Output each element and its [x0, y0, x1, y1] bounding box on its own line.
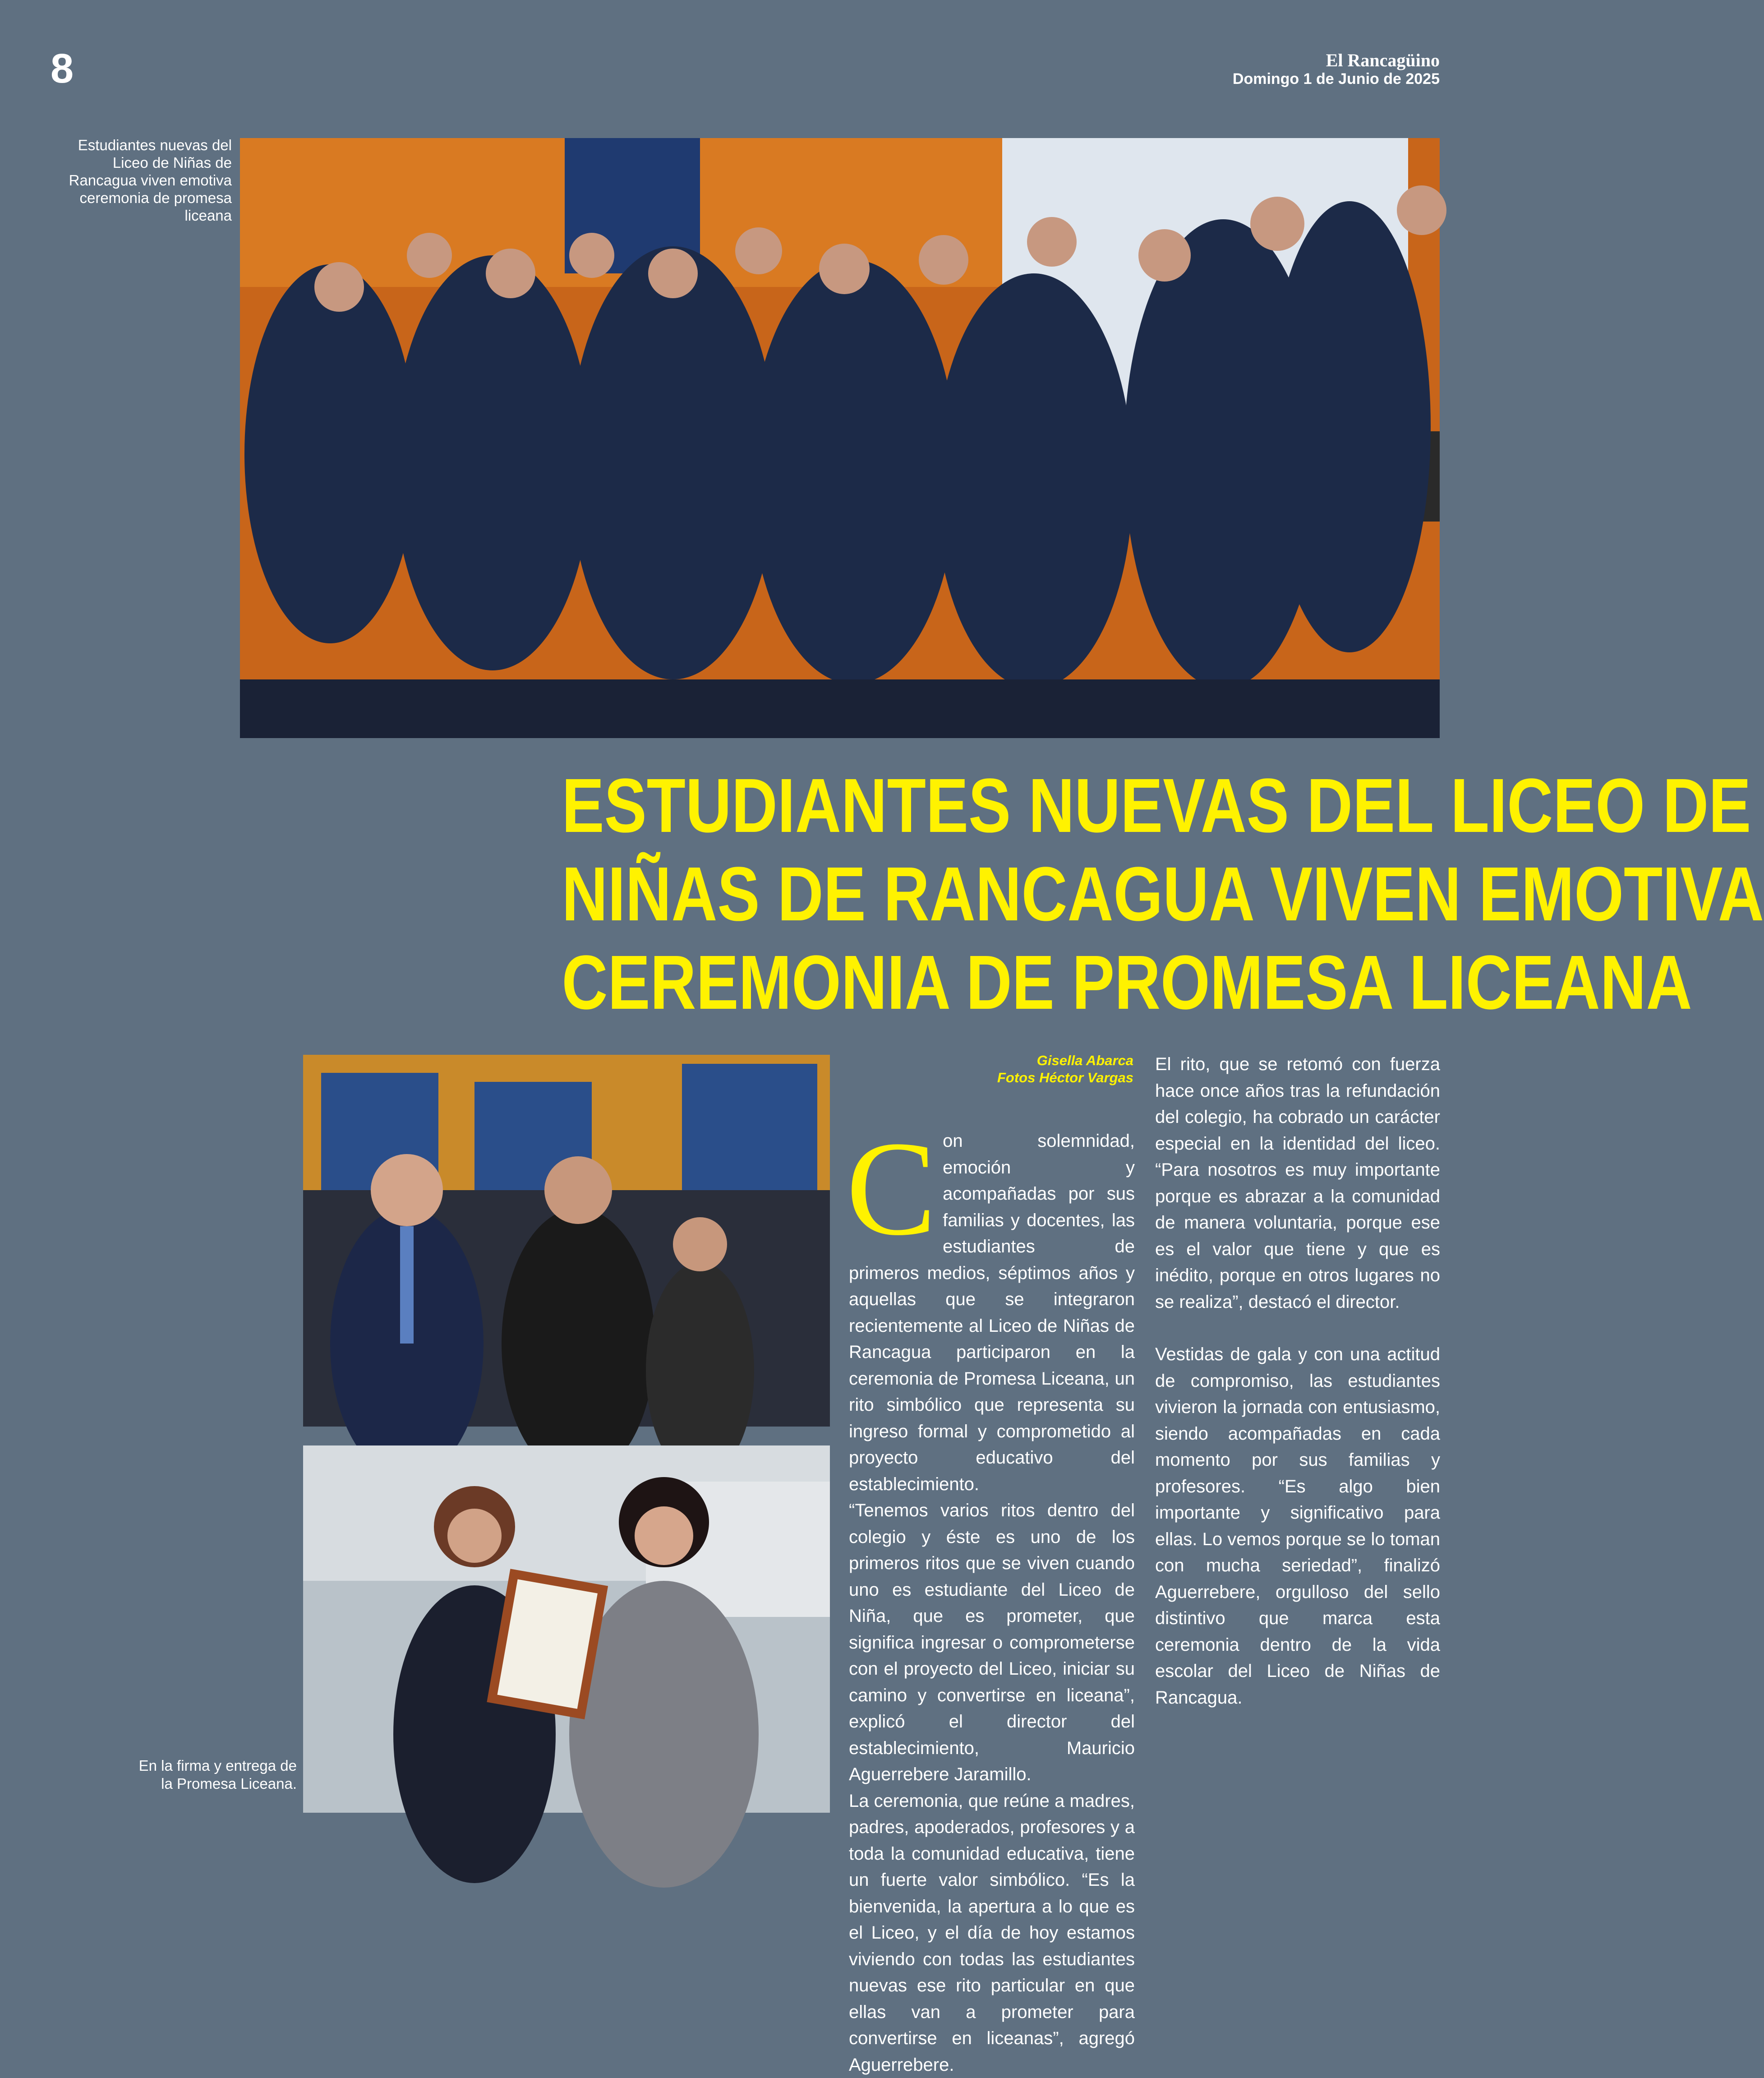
article-column-2: [1155, 1051, 1440, 1818]
author: Gisella Abarca: [997, 1052, 1133, 1069]
article-paragraph-5: Vestidas de gala y con una actitud de compromiso, las estudiantes vivieron la jornada con entusiasmo, siendo acompañadas en cada momento por sus familias y profesores. “Es algo bien importante y significativo para ellas. Lo vemos porque se lo toman con mucha seriedad”, finalizó Aguerrebere, orgulloso del sello distintivo que marca esta ceremonia dentro de la vida escolar del Liceo de Niñas de Rancagua.: [1155, 1341, 1440, 1711]
article-paragraph-3: La ceremonia, que reúne a madres, padres, apoderados, profesores y a toda la comunidad educativa, tiene un fuerte valor simbólico. “Es la bienvenida, la apertura a lo que es el Liceo, y el día de hoy estamos viviendo con todas las estudiantes nuevas ese rito particular en que ellas van a prometer para convertirse en liceanas”, agregó Aguerrebere.: [849, 1788, 1135, 2078]
headline-line-3: CEREMONIA DE PROMESA LICEANA: [562, 938, 1442, 1027]
headline: [562, 762, 1442, 1027]
bottom-photo-caption: En la firma y entrega de la Promesa Liceana.: [135, 1757, 297, 1793]
article-paragraph-1: on solemnidad, emoción y acompañadas por sus familias y docentes, las estudiantes de primeros medios, séptimos años y aquellas que se integraron recientemente al Liceo de Niñas de Rancagua participaron en la ceremonia de Promesa Liceana, un rito simbólico que representa su ingreso formal y comprometido al proyecto educativo del establecimiento.: [849, 1128, 1135, 1497]
main-photo-caption: Estudiantes nuevas del Liceo de Niñas de Rancagua viven emotiva ceremonia de promesa liceana: [68, 136, 232, 224]
certificate-handover-photo: [303, 1445, 830, 1813]
ceremony-audience-photo: [303, 1055, 830, 1427]
masthead: [1233, 51, 1440, 88]
article-paragraph-4: El rito, que se retomó con fuerza hace once años tras la refundación del colegio, ha cobrado un carácter especial en la identidad del liceo. “Para nosotros es muy importante porque es abrazar a la comunidad de manera voluntaria, porque ese es el valor que tiene y que es inédito, porque en otros lugares no se realiza”, destacó el director.: [1155, 1051, 1440, 1315]
headline-line-2: NIÑAS DE RANCAGUA VIVEN EMOTIVA: [562, 850, 1442, 938]
article-paragraph-2: “Tenemos varios ritos dentro del colegio y éste es uno de los primeros ritos que se viven cuando uno es estudiante del Liceo de Niña, que es prometer, que significa ingresar o comprometerse con el proyecto del Liceo, iniciar su camino y convertirse en liceana”, explicó el director del establecimiento, Mauricio Aguerrebere Jaramillo.: [849, 1497, 1135, 1788]
newspaper-name: El Rancagüino: [1233, 51, 1440, 70]
page-number: 8: [51, 45, 74, 92]
drop-cap: C: [846, 1134, 936, 1247]
photo-credit: Fotos Héctor Vargas: [997, 1069, 1133, 1086]
headline-line-1: ESTUDIANTES NUEVAS DEL LICEO DE: [562, 762, 1442, 850]
main-photo: [240, 138, 1440, 738]
byline: [997, 1052, 1133, 1086]
issue-date: Domingo 1 de Junio de 2025: [1233, 70, 1440, 88]
article-column-1: [849, 1128, 1135, 1814]
